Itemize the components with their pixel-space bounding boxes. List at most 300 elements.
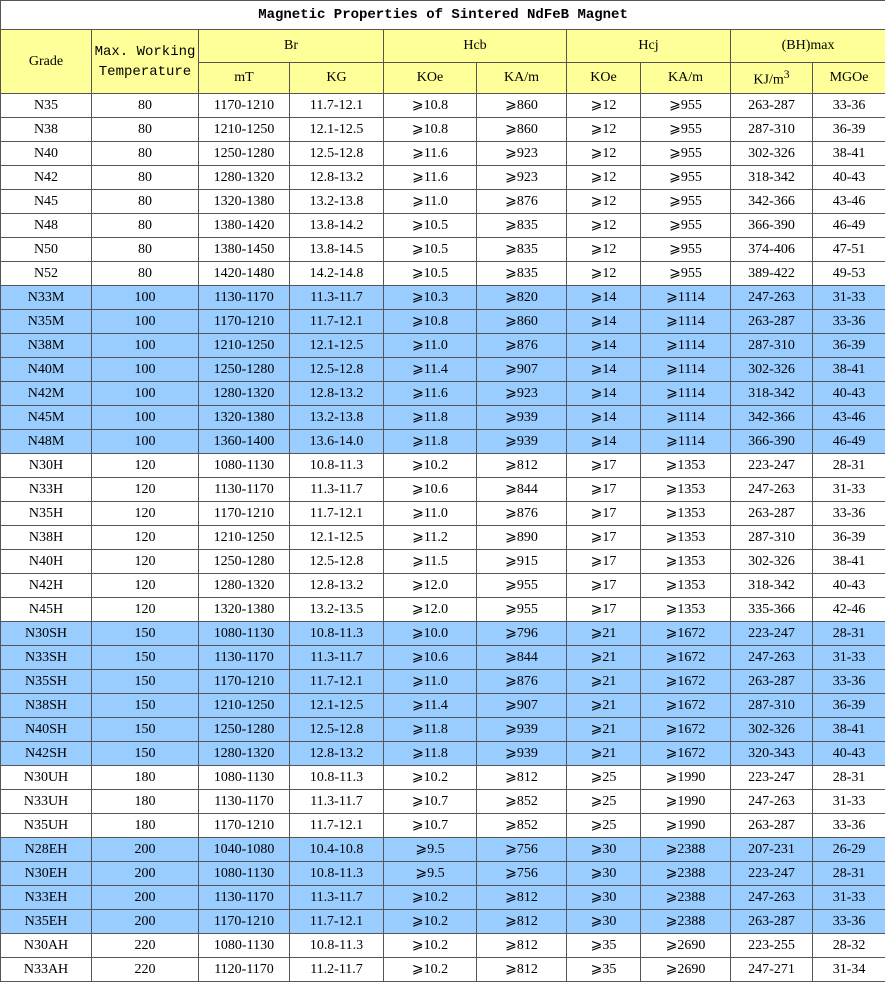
hcb-header: Hcb [384,30,567,63]
cell-hcj-kam: ⩾955 [641,94,731,118]
cell-max-temp: 120 [92,454,199,478]
cell-bh-mgoe: 28-32 [813,934,885,958]
cell-hcj-kam: ⩾2690 [641,934,731,958]
cell-grade: N38H [1,526,92,550]
max-temp-header [92,30,199,94]
cell-bh-mgoe: 40-43 [813,382,885,406]
cell-grade: N48 [1,214,92,238]
cell-hcb-kam: ⩾939 [477,406,567,430]
cell-max-temp: 150 [92,742,199,766]
cell-grade: N35EH [1,910,92,934]
cell-br-mt: 1170-1210 [199,94,290,118]
cell-hcj-kam: ⩾1990 [641,814,731,838]
table-row [1,262,885,286]
cell-hcb-kam: ⩾852 [477,790,567,814]
cell-hcb-kam: ⩾876 [477,334,567,358]
cell-max-temp: 200 [92,862,199,886]
cell-br-mt: 1280-1320 [199,574,290,598]
table-row [1,862,885,886]
cell-br-kg: 10.8-11.3 [290,934,384,958]
cell-br-mt: 1250-1280 [199,358,290,382]
cell-max-temp: 80 [92,166,199,190]
cell-br-kg: 12.1-12.5 [290,118,384,142]
cell-max-temp: 200 [92,838,199,862]
cell-bh-mgoe: 31-33 [813,646,885,670]
cell-hcb-koe: ⩾11.0 [384,670,477,694]
cell-br-kg: 10.8-11.3 [290,454,384,478]
cell-hcb-kam: ⩾835 [477,238,567,262]
cell-hcb-koe: ⩾12.0 [384,598,477,622]
cell-hcb-koe: ⩾9.5 [384,838,477,862]
cell-br-kg: 12.1-12.5 [290,334,384,358]
cell-hcb-koe: ⩾9.5 [384,862,477,886]
table-row [1,214,885,238]
cell-hcj-kam: ⩾955 [641,262,731,286]
cell-grade: N45H [1,598,92,622]
cell-bh-kjm3: 287-310 [731,526,813,550]
cell-hcj-kam: ⩾1114 [641,286,731,310]
cell-grade: N33M [1,286,92,310]
bh-mgoe-header: MGOe [813,63,885,94]
cell-max-temp: 150 [92,646,199,670]
table-row [1,454,885,478]
cell-br-kg: 11.7-12.1 [290,670,384,694]
cell-hcb-kam: ⩾876 [477,502,567,526]
cell-bh-mgoe: 33-36 [813,814,885,838]
cell-grade: N40M [1,358,92,382]
cell-grade: N33SH [1,646,92,670]
cell-hcb-kam: ⩾939 [477,718,567,742]
cell-grade: N33AH [1,958,92,982]
cell-hcj-kam: ⩾1672 [641,718,731,742]
table-row [1,838,885,862]
cell-hcb-kam: ⩾907 [477,358,567,382]
cell-hcj-kam: ⩾955 [641,214,731,238]
cell-max-temp: 180 [92,766,199,790]
cell-hcb-kam: ⩾756 [477,838,567,862]
cell-br-mt: 1250-1280 [199,718,290,742]
bh-kjm3-header [731,63,813,94]
cell-grade: N38 [1,118,92,142]
cell-br-kg: 11.2-11.7 [290,958,384,982]
table-row [1,94,885,118]
cell-hcb-koe: ⩾10.2 [384,910,477,934]
hcb-kam-header: KA/m [477,63,567,94]
cell-hcb-koe: ⩾10.5 [384,214,477,238]
cell-br-kg: 10.8-11.3 [290,766,384,790]
cell-br-mt: 1320-1380 [199,190,290,214]
table-row [1,622,885,646]
cell-br-kg: 11.3-11.7 [290,286,384,310]
cell-bh-mgoe: 42-46 [813,598,885,622]
br-kg-header: KG [290,63,384,94]
cell-hcj-kam: ⩾1353 [641,502,731,526]
table-row [1,190,885,214]
cell-br-mt: 1210-1250 [199,694,290,718]
cell-bh-kjm3: 318-342 [731,166,813,190]
table-row [1,334,885,358]
cell-hcb-kam: ⩾835 [477,262,567,286]
cell-grade: N40H [1,550,92,574]
cell-grade: N45 [1,190,92,214]
cell-hcj-koe: ⩾25 [567,790,641,814]
cell-hcj-kam: ⩾1114 [641,406,731,430]
cell-max-temp: 100 [92,286,199,310]
cell-grade: N42 [1,166,92,190]
cell-hcb-kam: ⩾939 [477,430,567,454]
cell-hcj-kam: ⩾1114 [641,430,731,454]
cell-grade: N30AH [1,934,92,958]
cell-hcb-koe: ⩾11.8 [384,742,477,766]
cell-br-kg: 12.5-12.8 [290,718,384,742]
cell-bh-mgoe: 36-39 [813,118,885,142]
cell-br-mt: 1320-1380 [199,406,290,430]
cell-max-temp: 150 [92,670,199,694]
cell-hcb-koe: ⩾12.0 [384,574,477,598]
cell-hcj-koe: ⩾12 [567,262,641,286]
table-row [1,934,885,958]
cell-hcb-koe: ⩾11.8 [384,406,477,430]
cell-grade: N35H [1,502,92,526]
cell-bh-kjm3: 302-326 [731,358,813,382]
cell-br-mt: 1360-1400 [199,430,290,454]
cell-max-temp: 220 [92,958,199,982]
cell-bh-mgoe: 46-49 [813,214,885,238]
cell-bh-kjm3: 263-287 [731,814,813,838]
cell-hcb-kam: ⩾820 [477,286,567,310]
cell-br-kg: 11.3-11.7 [290,790,384,814]
table-row [1,646,885,670]
bhmax-header: (BH)max [731,30,885,63]
cell-hcj-kam: ⩾1353 [641,526,731,550]
table-row [1,694,885,718]
cell-br-mt: 1170-1210 [199,310,290,334]
cell-hcj-kam: ⩾1353 [641,454,731,478]
cell-grade: N30UH [1,766,92,790]
cell-hcj-kam: ⩾2690 [641,958,731,982]
cell-grade: N48M [1,430,92,454]
cell-grade: N33UH [1,790,92,814]
cell-bh-mgoe: 38-41 [813,358,885,382]
cell-grade: N35M [1,310,92,334]
cell-max-temp: 150 [92,718,199,742]
cell-br-kg: 11.7-12.1 [290,814,384,838]
cell-hcj-kam: ⩾955 [641,166,731,190]
cell-hcj-koe: ⩾35 [567,958,641,982]
cell-max-temp: 100 [92,382,199,406]
cell-br-kg: 12.8-13.2 [290,742,384,766]
table-row [1,502,885,526]
cell-hcj-kam: ⩾955 [641,118,731,142]
cell-bh-kjm3: 320-343 [731,742,813,766]
cell-hcb-koe: ⩾10.0 [384,622,477,646]
cell-max-temp: 220 [92,934,199,958]
cell-grade: N35SH [1,670,92,694]
cell-br-kg: 13.2-13.8 [290,406,384,430]
cell-br-mt: 1130-1170 [199,478,290,502]
cell-hcj-koe: ⩾25 [567,766,641,790]
table-row [1,358,885,382]
cell-hcj-kam: ⩾1114 [641,382,731,406]
cell-hcb-kam: ⩾844 [477,646,567,670]
cell-hcb-kam: ⩾955 [477,574,567,598]
cell-bh-kjm3: 287-310 [731,118,813,142]
cell-hcj-koe: ⩾17 [567,598,641,622]
cell-max-temp: 80 [92,118,199,142]
cell-grade: N40 [1,142,92,166]
cell-bh-mgoe: 47-51 [813,238,885,262]
cell-hcj-koe: ⩾14 [567,430,641,454]
cell-br-kg: 10.4-10.8 [290,838,384,862]
cell-grade: N50 [1,238,92,262]
cell-bh-mgoe: 33-36 [813,310,885,334]
cell-max-temp: 80 [92,94,199,118]
cell-br-kg: 10.8-11.3 [290,862,384,886]
cell-hcj-koe: ⩾17 [567,574,641,598]
cell-max-temp: 200 [92,886,199,910]
cell-hcb-kam: ⩾812 [477,934,567,958]
cell-hcj-koe: ⩾12 [567,142,641,166]
cell-bh-mgoe: 38-41 [813,142,885,166]
cell-br-mt: 1280-1320 [199,742,290,766]
cell-br-mt: 1040-1080 [199,838,290,862]
cell-max-temp: 150 [92,694,199,718]
cell-hcj-koe: ⩾25 [567,814,641,838]
cell-max-temp: 100 [92,430,199,454]
cell-bh-mgoe: 43-46 [813,406,885,430]
cell-hcj-koe: ⩾17 [567,526,641,550]
cell-hcb-kam: ⩾876 [477,190,567,214]
cell-bh-kjm3: 207-231 [731,838,813,862]
cell-hcb-koe: ⩾11.6 [384,166,477,190]
cell-br-kg: 12.5-12.8 [290,358,384,382]
cell-br-mt: 1170-1210 [199,814,290,838]
cell-grade: N33H [1,478,92,502]
cell-hcb-kam: ⩾923 [477,142,567,166]
cell-hcj-kam: ⩾1353 [641,478,731,502]
cell-br-mt: 1210-1250 [199,334,290,358]
cell-bh-kjm3: 247-271 [731,958,813,982]
cell-hcj-koe: ⩾21 [567,718,641,742]
table-row [1,478,885,502]
cell-hcb-kam: ⩾756 [477,862,567,886]
cell-hcj-koe: ⩾12 [567,94,641,118]
cell-bh-kjm3: 247-263 [731,646,813,670]
br-header: Br [199,30,384,63]
cell-max-temp: 150 [92,622,199,646]
cell-bh-kjm3: 287-310 [731,694,813,718]
cell-hcb-kam: ⩾955 [477,598,567,622]
cell-hcb-kam: ⩾876 [477,670,567,694]
cell-hcj-koe: ⩾17 [567,478,641,502]
cell-bh-mgoe: 31-34 [813,958,885,982]
cell-max-temp: 100 [92,310,199,334]
cell-bh-kjm3: 287-310 [731,334,813,358]
cell-hcb-kam: ⩾796 [477,622,567,646]
cell-br-mt: 1170-1210 [199,502,290,526]
cell-hcb-koe: ⩾11.5 [384,550,477,574]
table-row [1,550,885,574]
cell-bh-kjm3: 342-366 [731,406,813,430]
table-row [1,430,885,454]
cell-bh-mgoe: 43-46 [813,190,885,214]
cell-hcb-koe: ⩾10.5 [384,262,477,286]
cell-hcj-kam: ⩾2388 [641,910,731,934]
cell-br-mt: 1130-1170 [199,646,290,670]
cell-br-mt: 1080-1130 [199,622,290,646]
cell-grade: N38M [1,334,92,358]
cell-hcj-koe: ⩾14 [567,358,641,382]
cell-hcb-kam: ⩾812 [477,910,567,934]
cell-hcj-kam: ⩾1672 [641,670,731,694]
table-row [1,598,885,622]
cell-bh-mgoe: 36-39 [813,694,885,718]
cell-br-mt: 1210-1250 [199,526,290,550]
cell-bh-kjm3: 247-263 [731,886,813,910]
cell-br-mt: 1120-1170 [199,958,290,982]
cell-bh-kjm3: 374-406 [731,238,813,262]
cell-br-kg: 11.3-11.7 [290,646,384,670]
cell-hcj-koe: ⩾17 [567,550,641,574]
hcb-koe-header: KOe [384,63,477,94]
cell-hcb-koe: ⩾10.6 [384,646,477,670]
cell-bh-kjm3: 366-390 [731,214,813,238]
cell-hcb-kam: ⩾812 [477,958,567,982]
cell-hcj-kam: ⩾1990 [641,790,731,814]
cell-br-kg: 12.8-13.2 [290,382,384,406]
cell-bh-mgoe: 33-36 [813,670,885,694]
cell-bh-mgoe: 28-31 [813,454,885,478]
cell-hcj-kam: ⩾1353 [641,550,731,574]
cell-hcj-kam: ⩾1672 [641,622,731,646]
cell-hcb-koe: ⩾10.8 [384,310,477,334]
cell-bh-mgoe: 33-36 [813,502,885,526]
table-row [1,118,885,142]
cell-max-temp: 120 [92,478,199,502]
cell-hcj-kam: ⩾955 [641,142,731,166]
cell-br-kg: 13.2-13.8 [290,190,384,214]
cell-bh-mgoe: 31-33 [813,478,885,502]
cell-br-mt: 1130-1170 [199,886,290,910]
cell-bh-kjm3: 263-287 [731,94,813,118]
cell-bh-mgoe: 38-41 [813,718,885,742]
cell-hcb-koe: ⩾10.2 [384,454,477,478]
cell-hcb-kam: ⩾923 [477,166,567,190]
table-title: Magnetic Properties of Sintered NdFeB Magnet [1,1,885,30]
cell-br-mt: 1280-1320 [199,166,290,190]
cell-hcb-kam: ⩾915 [477,550,567,574]
cell-hcj-kam: ⩾1114 [641,310,731,334]
cell-br-mt: 1250-1280 [199,142,290,166]
table-row [1,670,885,694]
cell-hcb-kam: ⩾812 [477,886,567,910]
cell-bh-kjm3: 263-287 [731,910,813,934]
cell-max-temp: 80 [92,190,199,214]
cell-bh-kjm3: 318-342 [731,574,813,598]
cell-hcb-koe: ⩾11.2 [384,526,477,550]
cell-grade: N35 [1,94,92,118]
cell-br-kg: 11.3-11.7 [290,886,384,910]
max-temp-header-line1: Max. Working [94,43,196,60]
cell-bh-mgoe: 33-36 [813,910,885,934]
cell-hcb-koe: ⩾11.4 [384,694,477,718]
cell-bh-mgoe: 49-53 [813,262,885,286]
cell-hcb-koe: ⩾11.0 [384,502,477,526]
cell-hcj-koe: ⩾12 [567,190,641,214]
cell-bh-mgoe: 28-31 [813,622,885,646]
cell-hcj-koe: ⩾21 [567,742,641,766]
cell-max-temp: 120 [92,598,199,622]
cell-max-temp: 120 [92,502,199,526]
cell-hcb-koe: ⩾10.7 [384,814,477,838]
cell-br-kg: 11.7-12.1 [290,910,384,934]
cell-bh-kjm3: 389-422 [731,262,813,286]
cell-hcb-koe: ⩾10.3 [384,286,477,310]
cell-grade: N42H [1,574,92,598]
cell-bh-mgoe: 28-31 [813,862,885,886]
cell-hcb-kam: ⩾812 [477,766,567,790]
cell-hcj-kam: ⩾1114 [641,334,731,358]
table-row [1,166,885,190]
cell-grade: N52 [1,262,92,286]
cell-max-temp: 120 [92,526,199,550]
cell-bh-kjm3: 263-287 [731,310,813,334]
cell-grade: N30EH [1,862,92,886]
cell-bh-mgoe: 40-43 [813,166,885,190]
cell-br-kg: 13.2-13.5 [290,598,384,622]
cell-hcj-koe: ⩾14 [567,286,641,310]
table-row [1,958,885,982]
hcj-kam-header: KA/m [641,63,731,94]
cell-hcb-koe: ⩾11.0 [384,190,477,214]
table-row [1,310,885,334]
cell-grade: N33EH [1,886,92,910]
cell-br-kg: 11.7-12.1 [290,502,384,526]
cell-bh-kjm3: 302-326 [731,142,813,166]
cell-hcj-koe: ⩾12 [567,166,641,190]
cell-hcj-koe: ⩾21 [567,670,641,694]
cell-hcj-koe: ⩾35 [567,934,641,958]
cell-br-kg: 12.1-12.5 [290,694,384,718]
cell-bh-mgoe: 40-43 [813,742,885,766]
cell-br-kg: 14.2-14.8 [290,262,384,286]
cell-max-temp: 120 [92,550,199,574]
cell-hcj-koe: ⩾30 [567,862,641,886]
cell-br-mt: 1130-1170 [199,790,290,814]
cell-br-kg: 12.5-12.8 [290,550,384,574]
cell-hcj-kam: ⩾1353 [641,598,731,622]
cell-hcj-koe: ⩾21 [567,622,641,646]
cell-hcb-koe: ⩾10.8 [384,94,477,118]
cell-max-temp: 80 [92,142,199,166]
table-row [1,142,885,166]
table-row [1,238,885,262]
cell-hcb-kam: ⩾844 [477,478,567,502]
cell-hcj-koe: ⩾14 [567,406,641,430]
cell-grade: N42SH [1,742,92,766]
cell-br-mt: 1280-1320 [199,382,290,406]
cell-max-temp: 180 [92,790,199,814]
max-temp-header-line2: Temperature [98,63,192,80]
cell-bh-mgoe: 46-49 [813,430,885,454]
cell-grade: N30SH [1,622,92,646]
cell-br-kg: 12.8-13.2 [290,574,384,598]
cell-max-temp: 80 [92,262,199,286]
bh-kjm3-sup: 3 [783,67,790,81]
cell-bh-kjm3: 247-263 [731,478,813,502]
cell-bh-kjm3: 223-247 [731,862,813,886]
cell-hcj-koe: ⩾21 [567,646,641,670]
